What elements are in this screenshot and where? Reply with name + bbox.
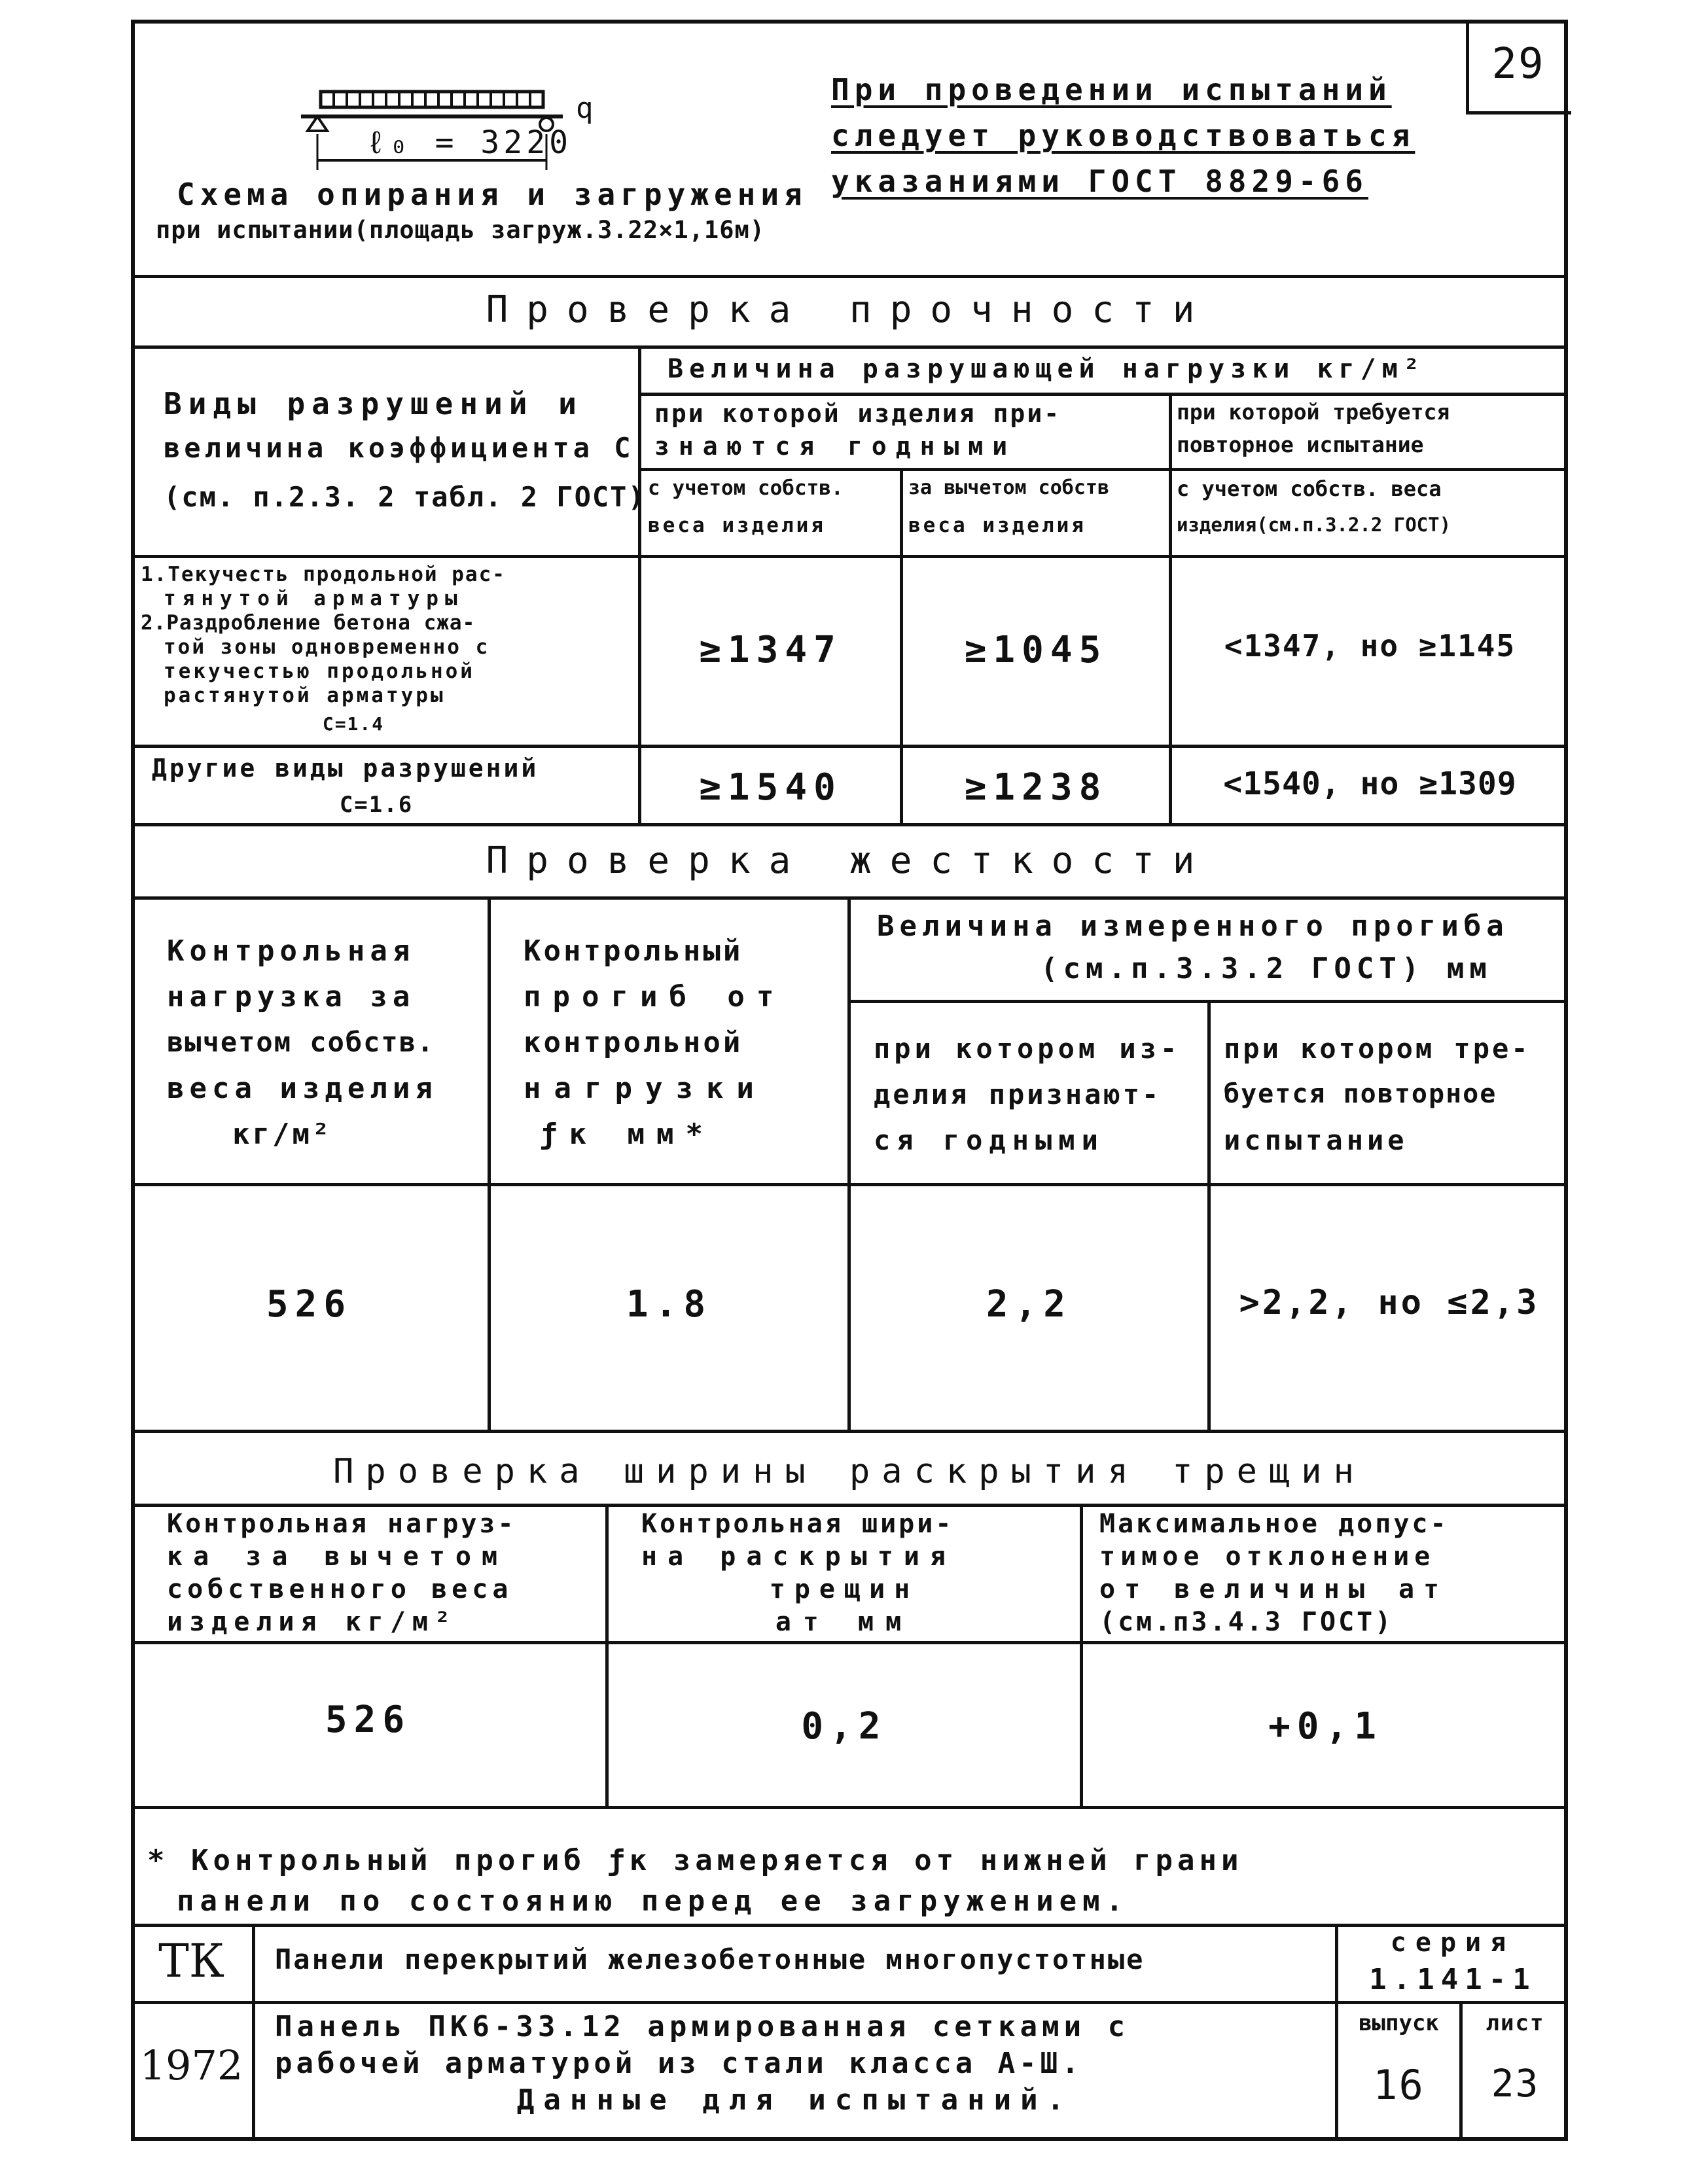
row1-value-retest: <1347, но ≥1145 xyxy=(1224,628,1516,663)
footnote-line-1: * Контрольный прогиб ƒк замеряется от нижней грани xyxy=(147,1844,1243,1877)
span-label: ℓ₀ = 3220 xyxy=(366,124,572,161)
rule xyxy=(131,1641,1568,1644)
cracks-h-width-3: трещин xyxy=(769,1574,919,1604)
strength-title: Проверка прочности xyxy=(486,289,1213,331)
cracks-h-load-3: собственного веса xyxy=(167,1574,513,1604)
strength-h-with-own-1: с учетом собств. xyxy=(648,476,844,500)
rule xyxy=(1080,1504,1083,1806)
strength-h-magnitude: Величина разрушающей нагрузки кг/м² xyxy=(667,354,1425,384)
stiffness-h-deflection-5: ƒк мм* xyxy=(540,1118,715,1151)
row1-line-2: тянутой арматуры xyxy=(164,587,464,610)
strength-col-types-2: величина коэффициента С xyxy=(164,432,635,464)
stiffness-value-deflection: 1.8 xyxy=(626,1283,713,1326)
rule xyxy=(131,1504,1568,1507)
series-value: 1.141-1 xyxy=(1369,1963,1537,1996)
stiffness-h-deflection-4: нагрузки xyxy=(524,1072,767,1105)
strength-h-retest-own-2: изделия(см.п.3.2.2 ГОСТ) xyxy=(1177,514,1451,536)
pin-support-left xyxy=(308,116,327,131)
rule xyxy=(131,275,1568,278)
strength-h-with-own-2: веса изделия xyxy=(648,514,826,537)
footnote-line-2: панели по состоянию перед ее загружением. xyxy=(177,1884,1130,1918)
rule xyxy=(847,896,851,1430)
cracks-value-load: 526 xyxy=(325,1699,412,1741)
row1-line-6: растянутой арматуры xyxy=(164,684,446,707)
rule xyxy=(131,745,1568,748)
cracks-h-width-1: Контрольная шири- xyxy=(641,1509,954,1539)
rule xyxy=(131,2001,1568,2004)
stiffness-h-retest-3: испытание xyxy=(1224,1124,1408,1156)
stiffness-h-deflection-1: Контрольный xyxy=(524,934,743,968)
stiffness-h-measured-2: (см.п.3.3.2 ГОСТ) мм xyxy=(1041,952,1492,985)
cracks-value-width: 0,2 xyxy=(801,1705,887,1748)
notice-line-2: следует руководствоваться xyxy=(831,118,1415,153)
row2-value-with-own: ≥1540 xyxy=(699,766,842,809)
stiffness-title: Проверка жесткости xyxy=(486,839,1213,882)
stiffness-h-load-5: кг/м² xyxy=(232,1118,332,1151)
stiffness-h-retest-2: буется повторное xyxy=(1224,1079,1497,1109)
rule xyxy=(131,823,1568,826)
rule xyxy=(131,345,1568,349)
description-line-3: Данные для испытаний. xyxy=(516,2083,1074,2117)
stiffness-h-load-4: веса изделия xyxy=(167,1072,438,1105)
cracks-h-max-2: тимое отклонение xyxy=(1099,1542,1436,1572)
load-strip xyxy=(321,92,543,107)
stiffness-h-load-3: вычетом собств. xyxy=(167,1026,435,1058)
description-line-1: Панель ПК6-33.12 армированная сетками с xyxy=(275,2010,1130,2043)
cracks-h-load-4: изделия кг/м² xyxy=(167,1607,457,1637)
stiffness-value-fit: 2,2 xyxy=(986,1283,1073,1326)
sheet-value: 23 xyxy=(1491,2061,1540,2106)
strength-col-types-3: (см. п.2.3. 2 табл. 2 ГОСТ) xyxy=(164,481,646,513)
cracks-h-max-1: Максимальное допус- xyxy=(1099,1509,1449,1539)
strength-h-retest-own-1: с учетом собств. веса xyxy=(1177,476,1442,501)
scheme-subtitle: при испытании(площадь загруж.3.22×1,16м) xyxy=(156,216,766,244)
row1-line-3: 2.Раздробление бетона сжа- xyxy=(141,611,476,635)
product-title: Панели перекрытий железобетонные многопустотные xyxy=(275,1943,1145,1975)
notice-line-1: При проведении испытаний xyxy=(831,72,1392,107)
stiffness-value-load: 526 xyxy=(266,1283,353,1326)
scheme-title: Схема опирания и загружения xyxy=(177,177,808,212)
row2-value-retest: <1540, но ≥1309 xyxy=(1223,766,1517,802)
row2-line-1: Другие виды разрушений xyxy=(152,754,539,783)
rule xyxy=(1169,393,1172,824)
rule xyxy=(638,468,1568,471)
issue-value: 16 xyxy=(1373,2061,1425,2109)
stiffness-h-fit-1: при котором из- xyxy=(874,1033,1181,1065)
row1-line-5: текучестью продольной xyxy=(164,660,475,683)
stiffness-h-load-1: Контрольная xyxy=(167,934,416,968)
stiffness-h-measured-1: Величина измеренного прогиба xyxy=(877,909,1509,943)
row1-line-4: той зоны одновременно с xyxy=(164,635,490,659)
issue-label: выпуск xyxy=(1359,2010,1439,2036)
row1-value-minus-own: ≥1045 xyxy=(964,629,1108,671)
stiffness-h-fit-3: ся годными xyxy=(874,1124,1105,1156)
cracks-h-width-2: на раскрытия xyxy=(641,1542,956,1572)
cracks-h-max-4: (см.п3.4.3 ГОСТ) xyxy=(1099,1607,1394,1637)
page-number: 29 xyxy=(1491,40,1545,88)
cracks-h-width-4: аᴛ мм xyxy=(775,1607,914,1637)
sheet-label: лист xyxy=(1486,2010,1545,2036)
load-symbol: q xyxy=(576,92,600,125)
row2-value-minus-own: ≥1238 xyxy=(964,766,1108,809)
stiffness-h-deflection-2: прогиб от xyxy=(524,980,786,1014)
rule xyxy=(131,1183,1568,1186)
row2-coef: С=1.6 xyxy=(339,792,414,818)
stiffness-h-deflection-3: контрольной xyxy=(524,1026,743,1059)
rule xyxy=(638,393,1568,396)
strength-h-retest-2: повторное испытание xyxy=(1177,432,1424,457)
stiffness-h-load-2: нагрузка за xyxy=(167,980,416,1014)
strength-h-fit-1: при которой изделия при- xyxy=(654,399,1061,428)
series-label: серия xyxy=(1390,1928,1516,1958)
stiffness-h-fit-2: делия признают- xyxy=(874,1078,1162,1110)
rule xyxy=(488,896,491,1430)
cracks-title: Проверка ширины раскрытия трещин xyxy=(333,1452,1366,1491)
year: 1972 xyxy=(139,2041,243,2089)
cracks-h-load-2: ка за вычетом xyxy=(167,1542,508,1572)
row1-line-1: 1.Текучесть продольной рас- xyxy=(141,563,506,586)
stiffness-value-retest: >2,2, но ≤2,3 xyxy=(1239,1283,1540,1322)
cracks-h-max-3: от величины аᴛ xyxy=(1099,1574,1449,1604)
rule xyxy=(131,555,1568,558)
strength-h-retest-1: при которой требуется xyxy=(1177,399,1450,425)
rule xyxy=(1207,1000,1211,1430)
rule xyxy=(131,1806,1568,1809)
strength-h-minus-own-1: за вычетом собств xyxy=(908,476,1110,499)
row1-coef: С=1.4 xyxy=(322,713,385,735)
strength-h-fit-2: знаются годными xyxy=(654,432,1017,461)
description-line-2: рабочей арматурой из стали класса А-Ш. xyxy=(275,2047,1083,2080)
rule xyxy=(605,1504,609,1806)
cracks-value-max: +0,1 xyxy=(1268,1705,1383,1748)
org-code: ТК xyxy=(158,1934,224,1988)
notice-line-3: указаниями ГОСТ 8829-66 xyxy=(831,164,1368,199)
rule xyxy=(638,345,641,824)
rule xyxy=(131,1430,1568,1433)
row1-value-with-own: ≥1347 xyxy=(699,629,842,671)
cracks-h-load-1: Контрольная нагруз- xyxy=(167,1509,516,1539)
stiffness-h-retest-1: при котором тре- xyxy=(1224,1033,1531,1065)
strength-col-types-1: Виды разрушений и xyxy=(164,386,583,421)
strength-h-minus-own-2: веса изделия xyxy=(908,514,1086,537)
